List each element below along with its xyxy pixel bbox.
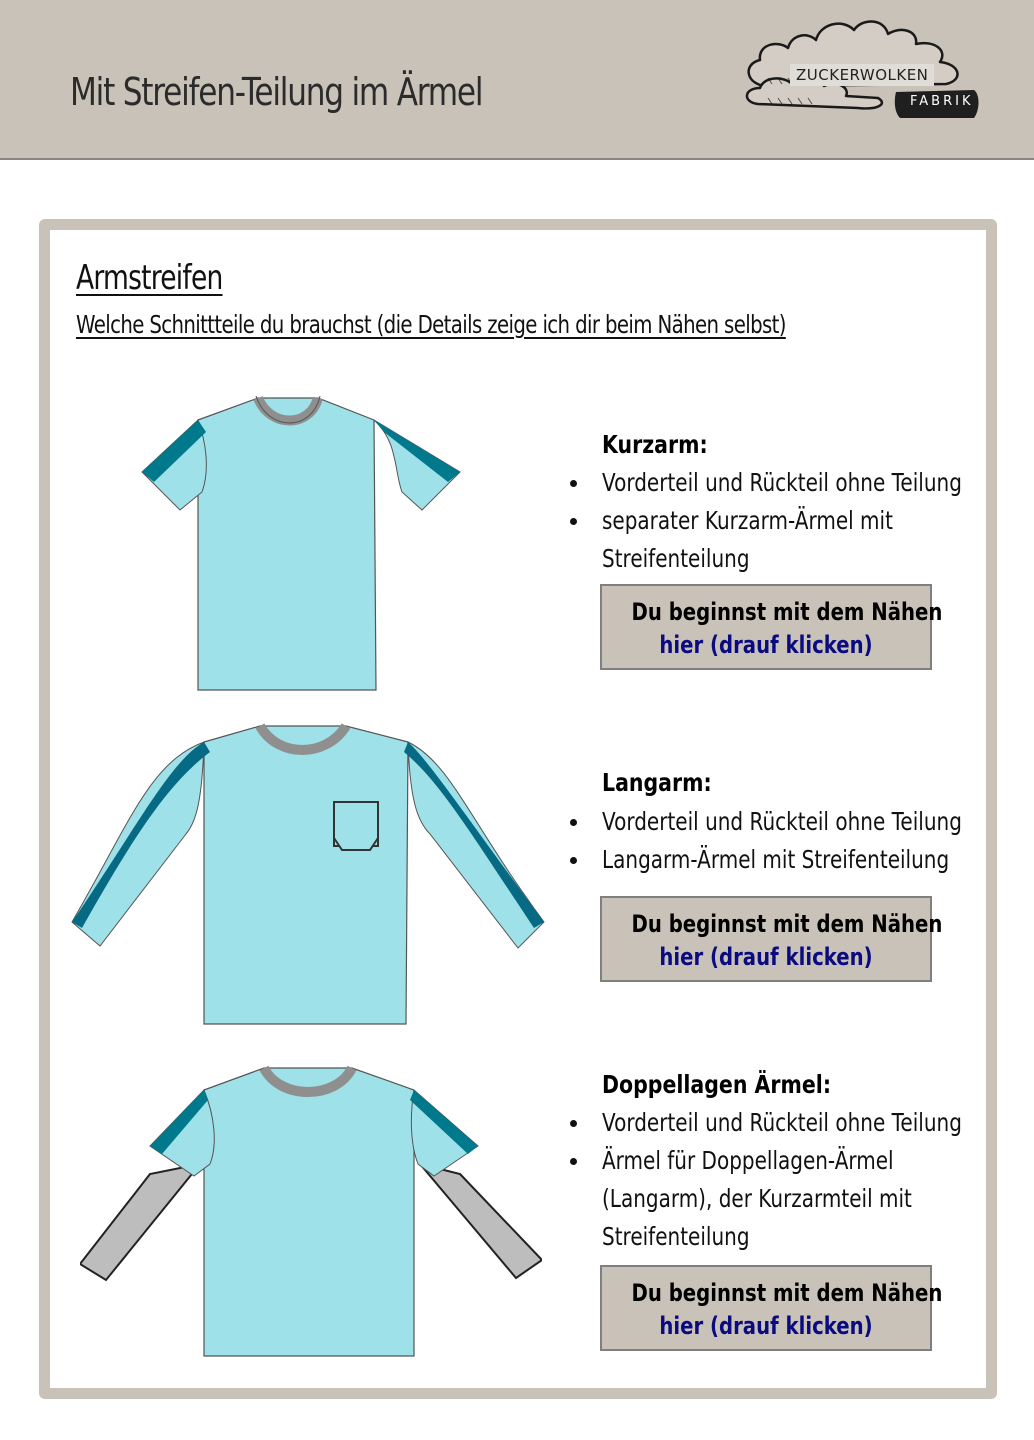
start-sewing-langarm-button[interactable] xyxy=(600,896,943,982)
bullet-icon xyxy=(570,1120,577,1127)
cta-link[interactable]: hier (drauf klicken) xyxy=(659,631,873,659)
list-item-continuation: (Langarm), der Kurzarmteil mit xyxy=(602,1184,912,1213)
list-item: Ärmel für Doppellagen-Ärmel xyxy=(570,1142,1034,1180)
cta-label: Du beginnst mit dem Nähen xyxy=(631,910,943,938)
short-sleeve-shirt-icon xyxy=(140,392,464,697)
list-item: Vorderteil und Rückteil ohne Teilung xyxy=(570,803,1034,841)
page-header xyxy=(0,0,1034,160)
logo-text-top: ZUCKERWOLKEN xyxy=(790,64,934,86)
bullet-icon xyxy=(570,819,577,826)
list-item: Vorderteil und Rückteil ohne Teilung xyxy=(570,464,1034,502)
cta-label: Du beginnst mit dem Nähen xyxy=(631,1279,943,1307)
logo-text-bottom: FABRIK xyxy=(910,94,974,109)
list-item: Langarm-Ärmel mit Streifenteilung xyxy=(570,841,1034,879)
list-item-continuation: Streifenteilung xyxy=(602,544,750,573)
langarm-parts-list xyxy=(570,803,1034,879)
variant-title-doppellagen: Doppellagen Ärmel: xyxy=(602,1070,832,1099)
list-item: Vorderteil und Rückteil ohne Teilung xyxy=(570,1104,1034,1142)
bullet-icon xyxy=(570,480,577,487)
cta-link[interactable]: hier (drauf klicken) xyxy=(659,1312,873,1340)
cta-link[interactable]: hier (drauf klicken) xyxy=(659,943,873,971)
bullet-icon xyxy=(570,518,577,525)
section-subtitle: Welche Schnittteile du brauchst (die Details zeige ich dir beim Nähen selbst) xyxy=(76,310,786,339)
double-layer-sleeve-shirt-icon xyxy=(80,1064,542,1360)
list-item-continuation: Streifenteilung xyxy=(602,1222,750,1251)
start-sewing-doppellagen-button[interactable] xyxy=(600,1265,943,1351)
bullet-icon xyxy=(570,857,577,864)
brand-logo xyxy=(738,14,982,128)
page-title: Mit Streifen-Teilung im Ärmel xyxy=(70,70,483,114)
long-sleeve-shirt-icon xyxy=(70,722,546,1026)
variant-title-langarm: Langarm: xyxy=(602,768,712,797)
start-sewing-kurzarm-button[interactable] xyxy=(600,584,943,670)
bullet-icon xyxy=(570,1158,577,1165)
cta-label: Du beginnst mit dem Nähen xyxy=(631,598,943,626)
section-title: Armstreifen xyxy=(76,258,223,298)
list-item: separater Kurzarm-Ärmel mit xyxy=(570,502,1034,540)
variant-title-kurzarm: Kurzarm: xyxy=(602,430,708,459)
kurzarm-parts-list xyxy=(570,464,1034,578)
doppellagen-parts-list xyxy=(570,1104,1034,1256)
